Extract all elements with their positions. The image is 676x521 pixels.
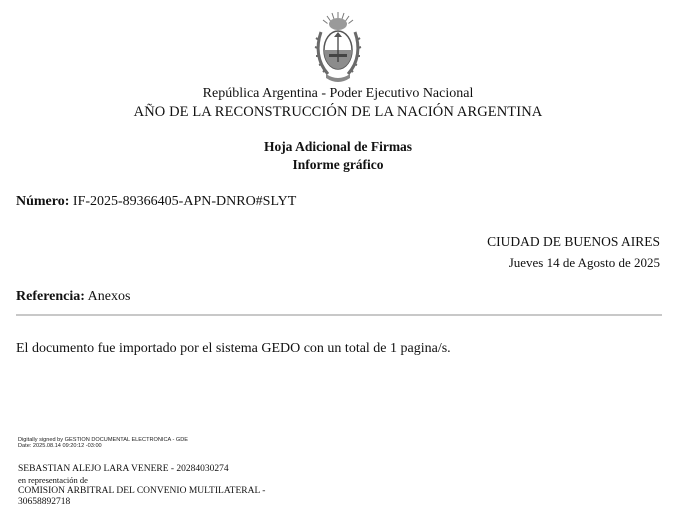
signer-name: SEBASTIAN ALEJO LARA VENERE - 20284030274 xyxy=(18,464,229,474)
document-number-label: Número: xyxy=(16,194,70,209)
digital-signature-stamp xyxy=(18,437,188,450)
location-city: CIUDAD DE BUENOS AIRES xyxy=(487,234,660,249)
signer-role: en representación de xyxy=(18,475,88,485)
signer-org-line-2: 30658892718 xyxy=(18,497,71,507)
digital-signature-line-2: Date: 2025.08.14 09:20:12 -03:00 xyxy=(18,443,102,450)
header-line-1: República Argentina - Poder Ejecutivo Nacional xyxy=(202,86,474,101)
body-text: El documento fue importado por el sistema GEDO con un total de 1 pagina/s. xyxy=(16,341,451,356)
signer-block xyxy=(18,464,265,508)
document-title: Hoja Adicional de Firmas xyxy=(263,139,413,154)
reference-label: Referencia: xyxy=(16,289,85,304)
document-subtitle: Informe gráfico xyxy=(292,157,384,172)
argentina-coat-of-arms-icon xyxy=(312,10,364,86)
document-number xyxy=(16,194,296,210)
reference-value: Anexos xyxy=(87,289,131,304)
digital-signature-line-1: Digitally signed by GESTION DOCUMENTAL ELECTRONICA - GDE xyxy=(18,437,189,443)
divider xyxy=(16,314,662,316)
location-date: Jueves 14 de Agosto de 2025 xyxy=(508,255,660,270)
document-number-value: IF-2025-89366405-APN-DNRO#SLYT xyxy=(72,194,297,209)
reference xyxy=(16,289,130,305)
header-line-2: AÑO DE LA RECONSTRUCCIÓN DE LA NACIÓN ARGENTINA xyxy=(133,104,543,120)
signer-org-line-1: COMISION ARBITRAL DEL CONVENIO MULTILATERAL - xyxy=(18,486,266,496)
